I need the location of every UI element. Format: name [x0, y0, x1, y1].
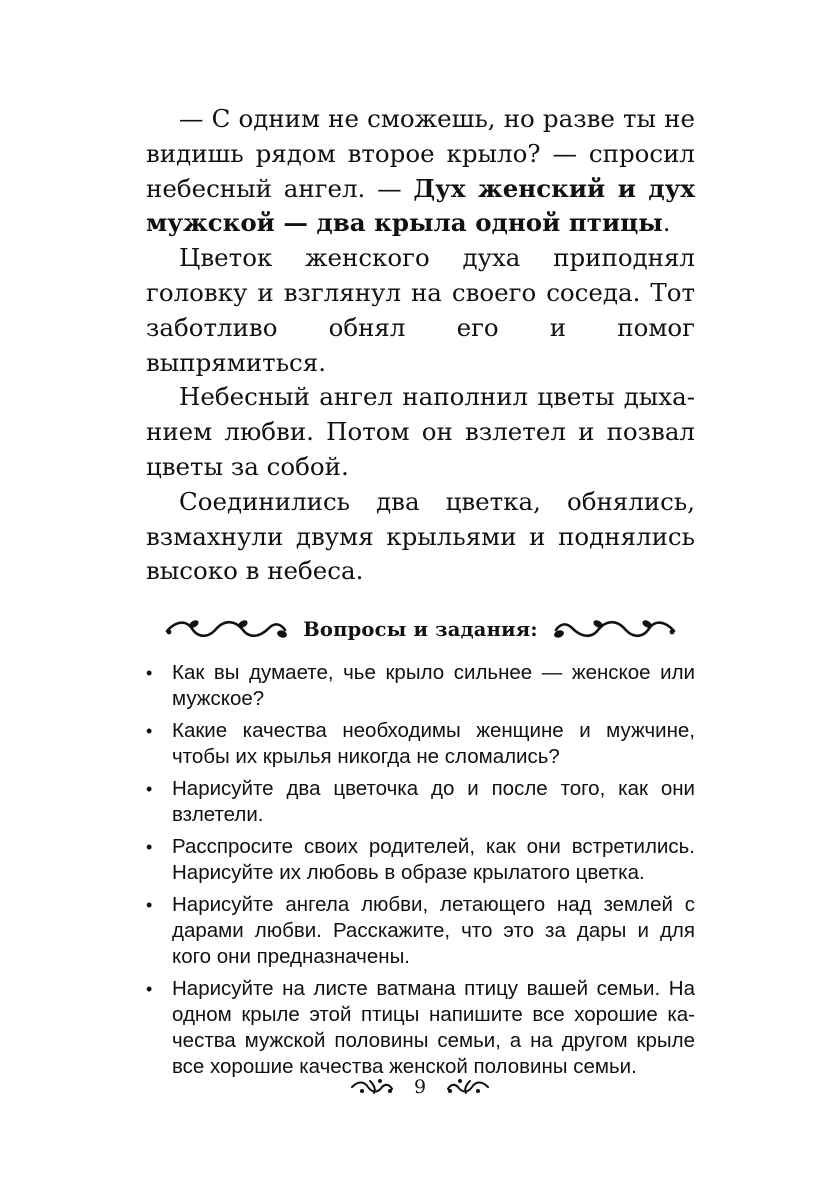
list-item-text: Какие качества необходимы женщине и мужчине, чтобы их крылья никогда не сломались? — [172, 719, 695, 769]
footer-left-flourish-icon — [350, 1077, 394, 1097]
story-paragraph-1-bold: Дух женский и дух мужской — два крыла одной птицы — [146, 173, 695, 238]
list-item — [146, 892, 695, 970]
story-paragraph-2: Цветок женского духа приподнял головку и взглянул на своего соседа. Тот заботливо обнял его и помог выпрямиться. — [146, 243, 695, 377]
bullet-icon: • — [146, 779, 153, 800]
list-item — [146, 776, 695, 828]
bullet-icon: • — [146, 721, 153, 742]
list-item — [146, 718, 695, 770]
story-paragraph-3: Небесный ангел наполнил цветы дыханием любви. Потом он взлетел и позвал цветы за собой. — [146, 382, 695, 481]
questions-header — [146, 612, 695, 646]
story-paragraph-1-end: . — [662, 208, 671, 238]
list-item-text: Нарисуйте ангела любви, летающего над землей с дарами любви. Расскажите, что это за дары и для кого они предназначены. — [172, 893, 695, 969]
bullet-icon: • — [146, 837, 153, 858]
list-item-text: Как вы думаете, чье крыло сильнее — женское или мужское? — [172, 661, 695, 711]
story-text — [146, 102, 695, 589]
story-paragraph-1 — [146, 102, 695, 241]
questions-list — [146, 660, 695, 1080]
page-number: 9 — [413, 1076, 427, 1098]
questions-title: Вопросы и задания: — [303, 617, 538, 641]
page-content — [146, 102, 695, 1086]
story-paragraph-1-text: — С одним не сможешь, но разве ты не видишь рядом второе крыло? — спросил небесный ангел. — — [146, 104, 695, 203]
bullet-icon: • — [146, 979, 153, 1000]
left-ornament-icon — [165, 618, 289, 640]
list-item-text: Расспросите своих родителей, как они встретились. Нарисуйте их любовь в образе крылатого цветка. — [172, 835, 695, 885]
list-item — [146, 660, 695, 712]
list-item-text: Нарисуйте на листе ватмана птицу вашей семьи. На одном крыле этой птицы напишите все хорошие качества мужской половины семьи, а на другом крыле все хорошие качества женской половины семьи. — [172, 977, 695, 1079]
bullet-icon: • — [146, 895, 153, 916]
story-paragraph-4: Соединились два цветка, обнялись, взмахнули двумя крыльями и поднялись высоко в небеса. — [146, 486, 695, 586]
bullet-icon: • — [146, 663, 153, 684]
right-ornament-icon — [552, 618, 676, 640]
footer-right-flourish-icon — [446, 1077, 490, 1097]
page-footer — [0, 1076, 840, 1098]
list-item — [146, 976, 695, 1080]
list-item — [146, 834, 695, 886]
list-item-text: Нарисуйте два цветочка до и после того, как они взлетели. — [172, 777, 695, 827]
